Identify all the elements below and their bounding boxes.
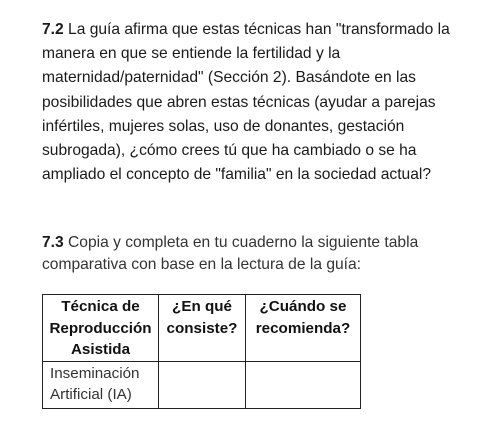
comparison-table (42, 294, 361, 409)
table-header-row (43, 295, 361, 362)
question-7-2-text: La guía afirma que estas técnicas han "transformado la manera en que se entiende la fertilidad y la maternidad/paternidad" (Sección 2). Basándote en las posibilidades que abren estas técnicas (ayudar a parejas infértiles, mujeres solas, uso de donantes, gestación subrogada), ¿cómo crees tú que ha cambiado o se ha ampliado el concepto de "familia" en la sociedad actual? (42, 21, 450, 184)
question-7-3-number: 7.3 (42, 234, 64, 251)
header-what-consists: ¿En qué consiste? (159, 295, 246, 362)
header-when-recommended: ¿Cuándo se recomienda? (246, 295, 361, 362)
cell-when-recommended (246, 361, 361, 408)
cell-what-consists (159, 361, 246, 408)
question-7-2 (42, 18, 467, 187)
header-technique: Técnica de Reproducción Asistida (43, 295, 159, 362)
cell-technique: Inseminación Artificial (IA) (43, 361, 159, 408)
question-7-3-text: Copia y completa en tu cuaderno la siguiente tabla comparativa con base en la lectura de la guía: (42, 234, 419, 273)
question-7-3 (42, 232, 467, 275)
table-row (43, 361, 361, 408)
question-7-2-number: 7.2 (42, 21, 64, 38)
